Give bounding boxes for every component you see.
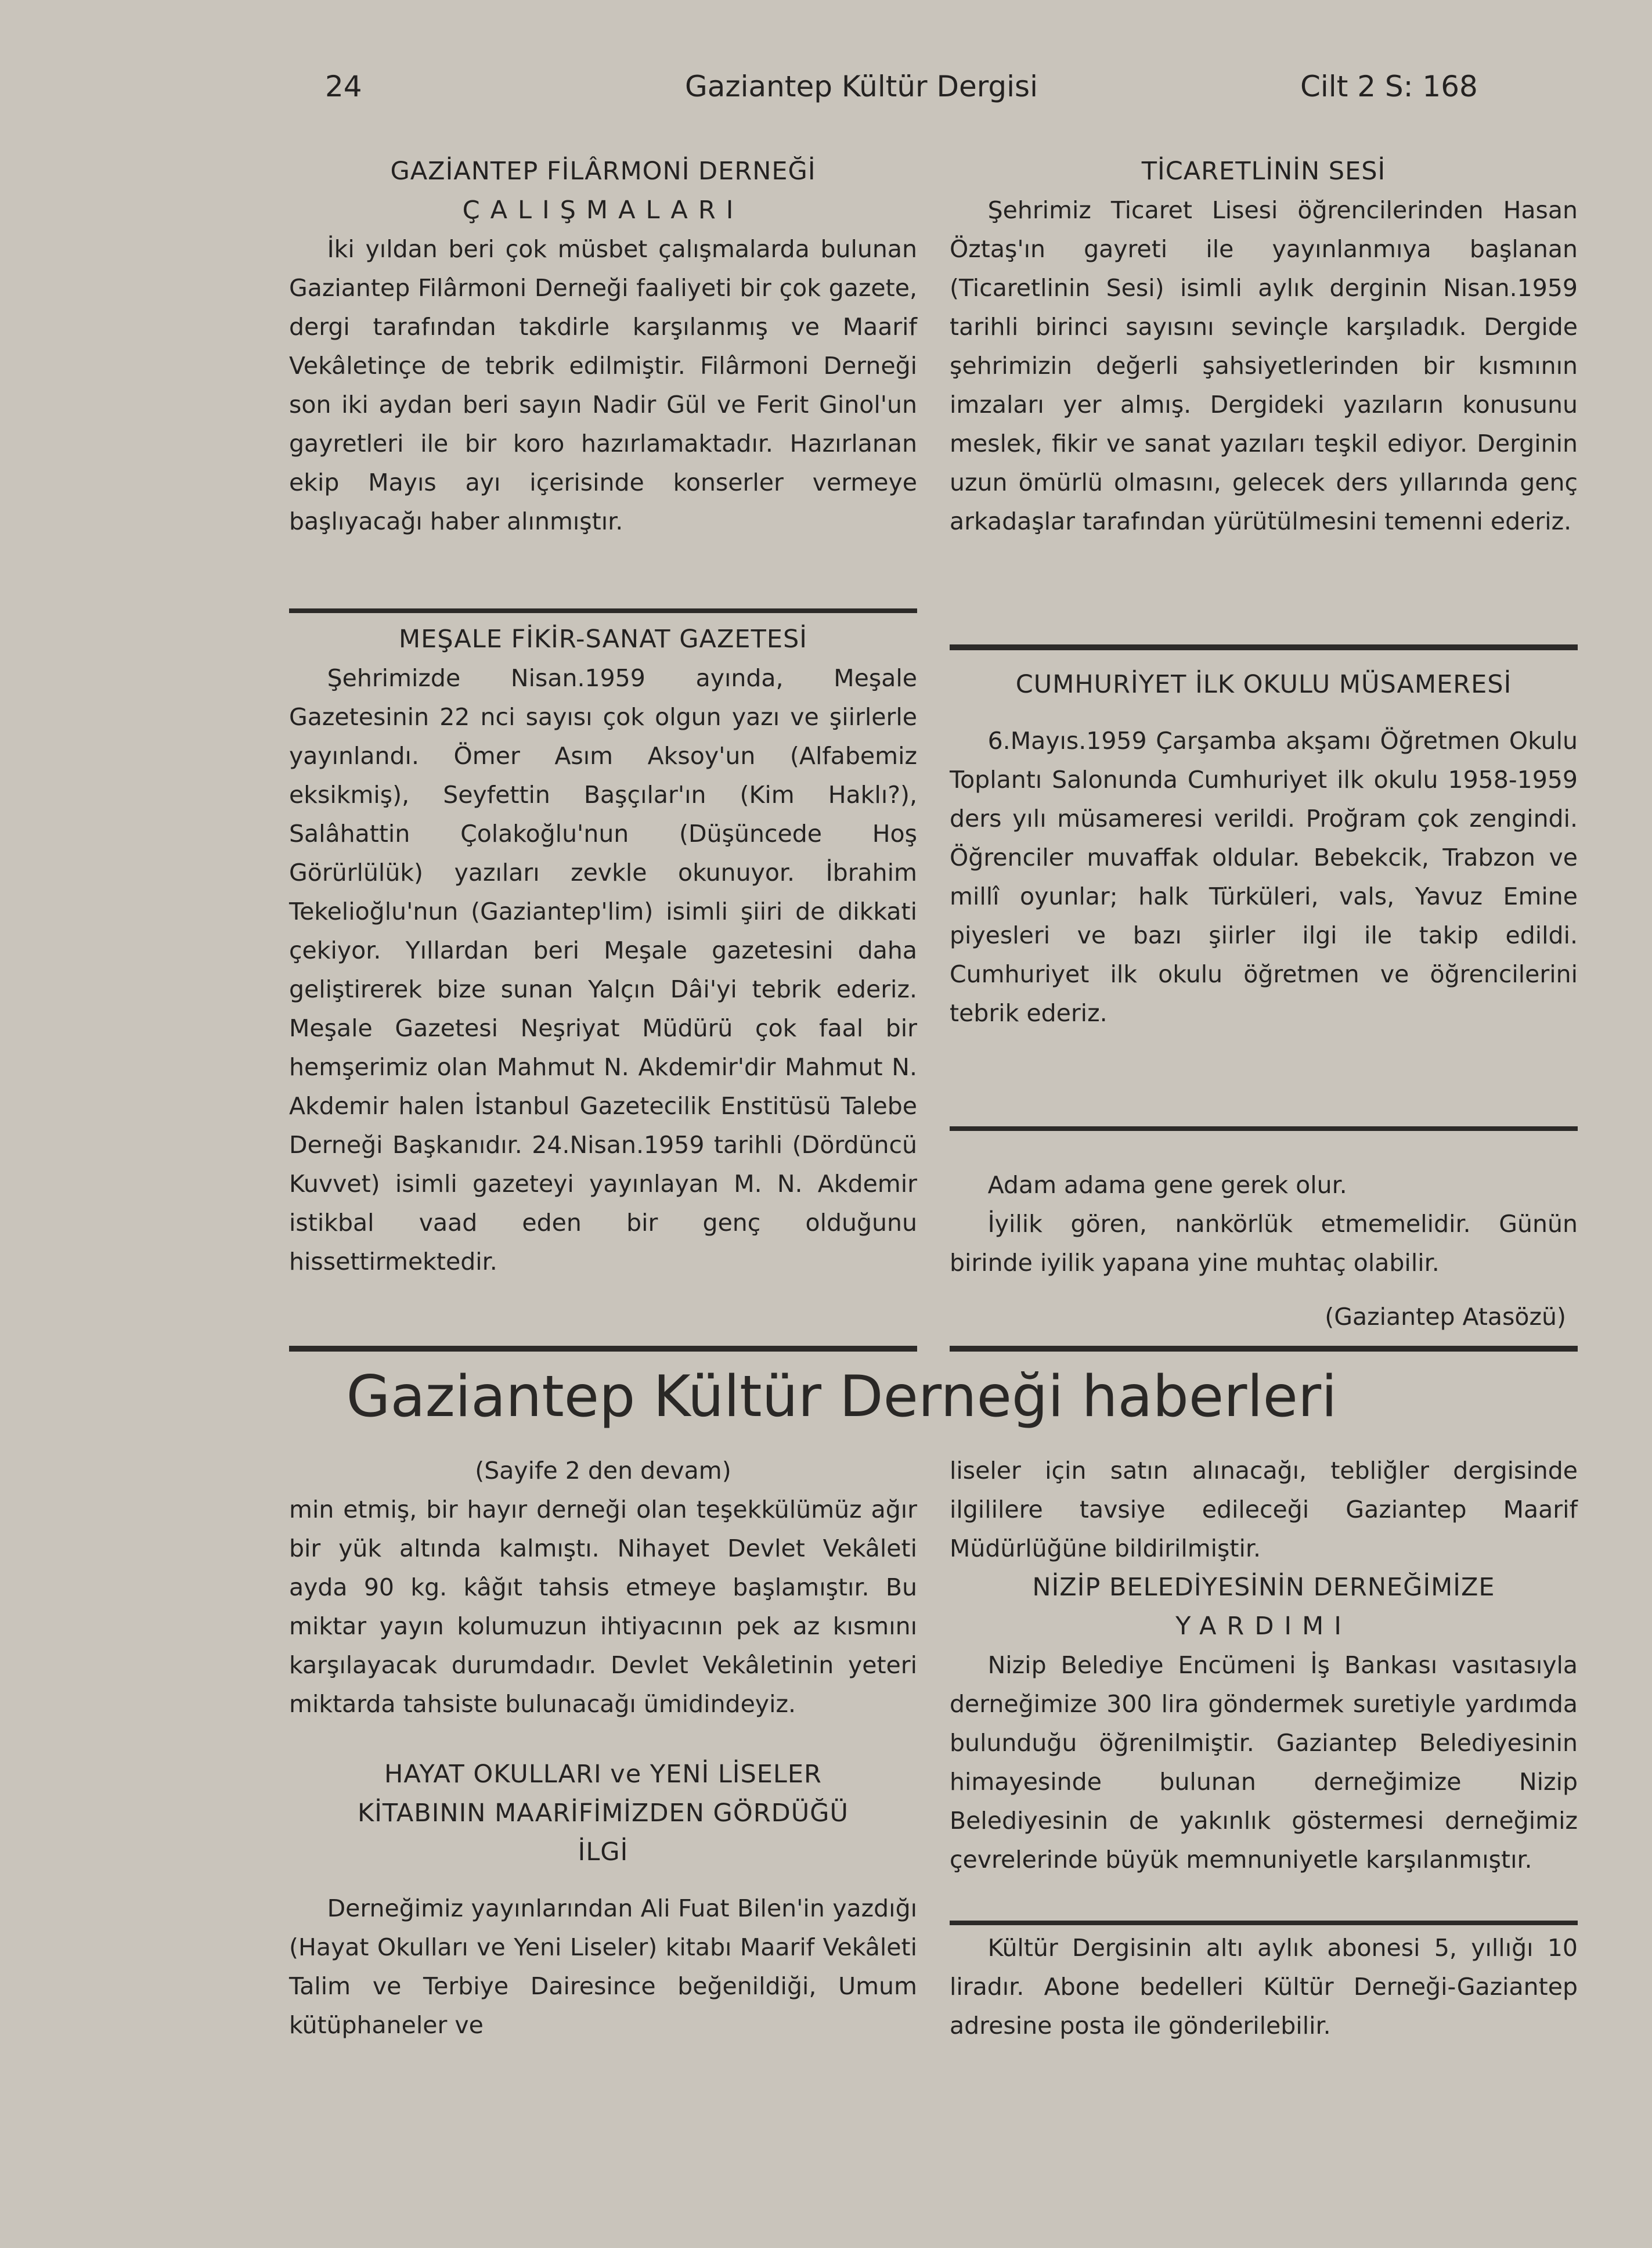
- ticaret-title: TİCARETLİNİN SESİ: [1141, 157, 1386, 186]
- issue-number: Cilt 2 S: 168: [1300, 70, 1478, 103]
- continuation-body: min etmiş, bir hayır derneği olan teşekkülümüz ağır bir yük altında kalmıştı. Nihayet Devlet Vekâleti ayda 90 kg. kâğıt tahsis etmeye başlamıştır. Bu miktar yayın kolumuzun ihtiyacının pek az kısmını karşılayacak durumdadır. Devlet Vekâletinin yeteri miktarda tahsiste bulunacağı ümidindeyiz.: [289, 1496, 917, 1718]
- proverb-line-1: Adam adama gene gerek olur.: [987, 1171, 1347, 1199]
- left-mid-column: [289, 620, 917, 1281]
- cumhuriyet-title: CUMHURİYET İLK OKULU MÜSAMERESİ: [1015, 670, 1512, 699]
- hayat-title: HAYAT OKULLARI ve YENİ LİSELER KİTABININ MAARİFİMİZDEN GÖRDÜĞÜ İLGİ: [358, 1760, 849, 1867]
- mesale-body: Şehrimizde Nisan.1959 ayında, Meşale Gazetesinin 22 nci sayısı çok olgun yazı ve şiirlerle yayınlandı. Ömer Asım Aksoy'un (Alfabemiz eksikmiş), Seyfettin Başçılar'ın (Kim Haklı?), Salâhattin Çolakoğlu'nun (Düşüncede Hoş Görürlülük) yazıları zevkle okunuyor. İbrahim Tekelioğlu'nun (Gaziantep'lim) isimli şiiri de dikkati çekiyor. Yıllardan beri Meşale gazetesini daha geliştirerek bize sunan Yalçın Dâi'yi tebrik ederiz. Meşale Gazetesi Neşriyat Müdürü çok faal bir hemşerimiz olan Mahmut N. Akdemir'dir Mahmut N. Akdemir halen İstanbul Gazetecilik Enstitüsü Talebe Derneği Başkanıdır. 24.Nisan.1959 tarihli (Dördüncü Kuvvet) isimli gazeteyi yayınlayan M. N. Akdemir istikbal vaad eden bir genç olduğunu hissettirmektedir.: [289, 664, 917, 1276]
- subscription-note: Kültür Dergisinin altı aylık abonesi 5, yıllığı 10 liradır. Abone bedelleri Kültür Derneği-Gaziantep adresine posta ile gönderilebilir.: [950, 1934, 1578, 2040]
- proverb-block: [950, 1166, 1578, 1336]
- filarmoni-body: İki yıldan beri çok müsbet çalışmalarda bulunan Gaziantep Filârmoni Derneği faaliyeti bir çok gazete, dergi tarafından takdirle karşılanmış ve Maarif Vekâletinçe de tebrik edilmiştir. Filârmoni Derneği son iki aydan beri sayın Nadir Gül ve Ferit Ginol'un gayretleri ile bir koro hazırlamaktadır. Hazırlanan ekip Mayıs ayı içerisinde konserler vermeye başlıyacağı haber alınmıştır.: [289, 235, 917, 535]
- nizip-body: Nizip Belediye Encümeni İş Bankası vasıtasıyla derneğimize 300 lira göndermek suretiyle yardımda bulunduğu öğrenilmiştir. Gaziantep Belediyesinin himayesinde bulunan derneğimize Nizip Belediyesinin de yakınlık göstermesi derneğimiz çevrelerinde büyük memnuniyetle karşılanmıştır.: [950, 1651, 1578, 1874]
- right-mid-column: [950, 665, 1578, 1033]
- subscription-note-block: [950, 1929, 1578, 2045]
- hayat-body: Derneğimiz yayınlarından Ali Fuat Bilen'in yazdığı (Hayat Okulları ve Yeni Liseler) kitabı Maarif Vekâleti Talim ve Terbiye Dairesince beğenildiği, Umum kütüphaneler ve: [289, 1894, 917, 2039]
- proverb-line-2: İyilik gören, nankörlük etmemelidir. Günün birinde iyilik yapana yine muhtaç olabilir.: [950, 1210, 1578, 1277]
- continuation-note: (Sayife 2 den devam): [475, 1457, 731, 1485]
- right-top-column: [950, 152, 1578, 541]
- ticaret-body: Şehrimiz Ticaret Lisesi öğrencilerinden Hasan Öztaş'ın gayreti ile yayınlanmıya başlanan (Ticaretlinin Sesi) isimli aylık derginin Nisan.1959 tarihli birinci sayısını sevinçle karşıladık. Dergide şehrimizin değerli şahsiyetlerinden bir kısmının imzaları yer almış. Dergideki yazıların konusunu meslek, fikir ve sanat yazıları teşkil ediyor. Derginin uzun ömürlü olmasını, gelecek ders yıllarında genç arkadaşlar tarafından yürütülmesini temenni ederiz.: [950, 196, 1578, 535]
- nizip-title: NİZİP BELEDİYESİNİN DERNEĞİMİZE: [1032, 1573, 1495, 1602]
- filarmoni-title: GAZİANTEP FİLÂRMONİ DERNEĞİ: [390, 157, 816, 186]
- right-continuation-body: liseler için satın alınacağı, tebliğler dergisinde ilgililere tavsiye edileceği Gaziantep Maarif Müdürlüğüne bildirilmiştir.: [950, 1457, 1578, 1562]
- page-number: 24: [325, 70, 362, 103]
- divider-right-1: [950, 644, 1578, 650]
- magazine-title: Gaziantep Kültür Dergisi: [685, 70, 1038, 103]
- left-bottom-column: [289, 1451, 917, 2045]
- proverb-source: (Gaziantep Atasözü): [1325, 1303, 1566, 1331]
- cumhuriyet-body: 6.Mayıs.1959 Çarşamba akşamı Öğretmen Okulu Toplantı Salonunda Cumhuriyet ilk okulu 1958-1959 ders yılı müsameresi verildi. Proğram çok zengindi. Öğrenciler muvaffak oldular. Bebekcik, Trabzon ve millî oyunlar; halk Türküleri, vals, Yavuz Emine piyesleri ve bazı şiirler ilgi ile takip edildi. Cumhuriyet ilk okulu öğretmen ve öğrencilerini tebrik ederiz.: [950, 727, 1578, 1027]
- divider-left-1: [289, 608, 917, 613]
- left-top-column: [289, 152, 917, 541]
- filarmoni-subtitle: ÇALIŞMALARI: [462, 196, 744, 225]
- divider-right-3: [950, 1346, 1578, 1352]
- divider-right-4: [950, 1921, 1578, 1925]
- section-banner: Gaziantep Kültür Derneği haberleri: [346, 1364, 1337, 1430]
- right-bottom-column: [950, 1451, 1578, 1879]
- divider-left-2: [289, 1346, 917, 1352]
- divider-right-2: [950, 1126, 1578, 1131]
- mesale-title: MEŞALE FİKİR-SANAT GAZETESİ: [399, 625, 807, 654]
- nizip-subtitle: YARDIMI: [1175, 1612, 1352, 1641]
